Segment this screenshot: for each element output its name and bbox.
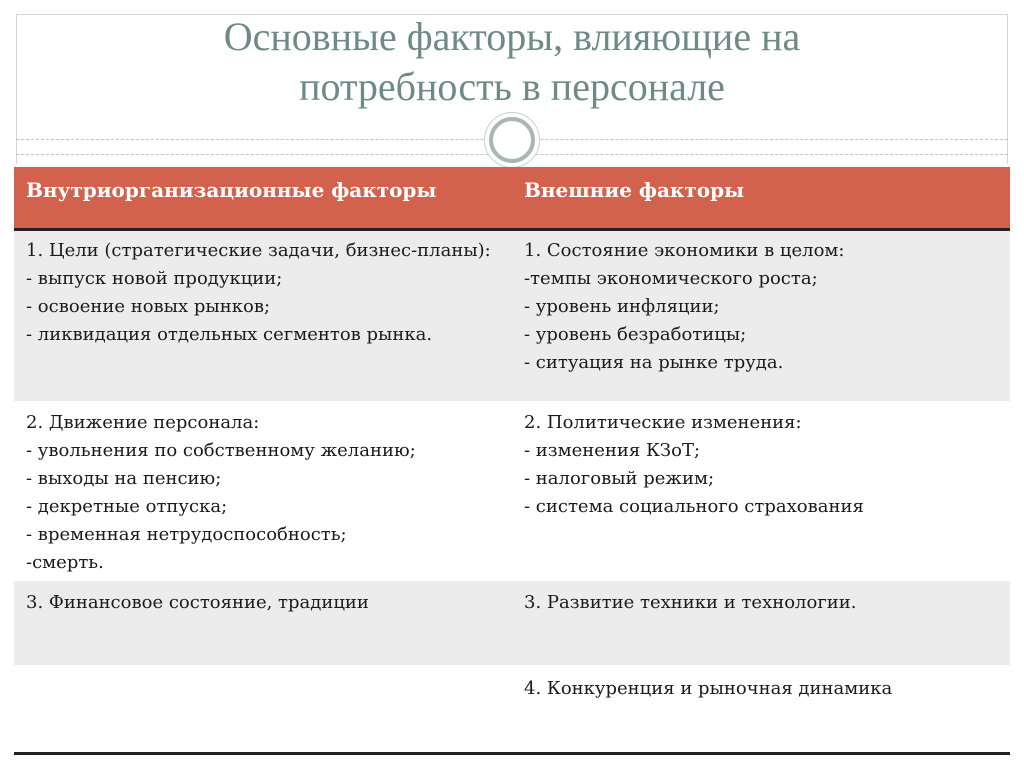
cell-line: 4. Конкуренция и рыночная динамика xyxy=(524,678,893,699)
cell-internal xyxy=(14,581,512,665)
table-header-row xyxy=(14,167,1010,229)
ring-ornament-icon xyxy=(489,117,535,163)
cell-line: 1. Состояние экономики в целом: xyxy=(524,239,845,261)
cell-internal-empty xyxy=(14,665,512,753)
table-row xyxy=(14,581,1010,665)
cell-line: - изменения КЗоТ; xyxy=(524,440,701,461)
cell-line: 3. Развитие техники и технологии. xyxy=(524,592,857,613)
factors-table xyxy=(14,167,1010,755)
table-row xyxy=(14,229,1010,401)
cell-external xyxy=(512,581,1010,665)
cell-external xyxy=(512,665,1010,753)
cell-line: - декретные отпуска; xyxy=(26,496,228,517)
cell-line: 3. Финансовое состояние, традиции xyxy=(26,592,369,613)
header-external: Внешние факторы xyxy=(512,167,1010,229)
cell-internal xyxy=(14,229,512,401)
cell-line: 1. Цели (стратегические задачи, бизнес-планы): xyxy=(26,239,491,261)
cell-line: - система социального страхования xyxy=(524,496,864,517)
table-row xyxy=(14,401,1010,581)
cell-line: - выходы на пенсию; xyxy=(26,468,222,489)
slide-title xyxy=(16,12,1008,112)
cell-line: -темпы экономического роста; xyxy=(524,267,818,289)
slide-title-line-1: Основные факторы, влияющие на xyxy=(223,14,801,59)
cell-line: - выпуск новой продукции; xyxy=(26,267,283,289)
cell-line: - временная нетрудоспособность; xyxy=(26,524,347,545)
cell-line: 2. Политические изменения: xyxy=(524,412,802,433)
cell-line: 2. Движение персонала: xyxy=(26,412,260,433)
cell-line: - уровень безработицы; xyxy=(524,323,747,345)
cell-line: - налоговый режим; xyxy=(524,468,715,489)
cell-line: -смерть. xyxy=(26,552,104,573)
table-row xyxy=(14,665,1010,753)
cell-line: - освоение новых рынков; xyxy=(26,295,271,317)
cell-external xyxy=(512,229,1010,401)
cell-line: - ликвидация отдельных сегментов рынка. xyxy=(26,323,433,345)
cell-line: - ситуация на рынке труда. xyxy=(524,351,784,373)
cell-internal xyxy=(14,401,512,581)
cell-line: - уровень инфляции; xyxy=(524,295,720,317)
slide-title-line-2: потребность в персонале xyxy=(299,64,725,109)
header-internal: Внутриорганизационные факторы xyxy=(14,167,512,229)
cell-external xyxy=(512,401,1010,581)
cell-line: - увольнения по собственному желанию; xyxy=(26,440,416,461)
